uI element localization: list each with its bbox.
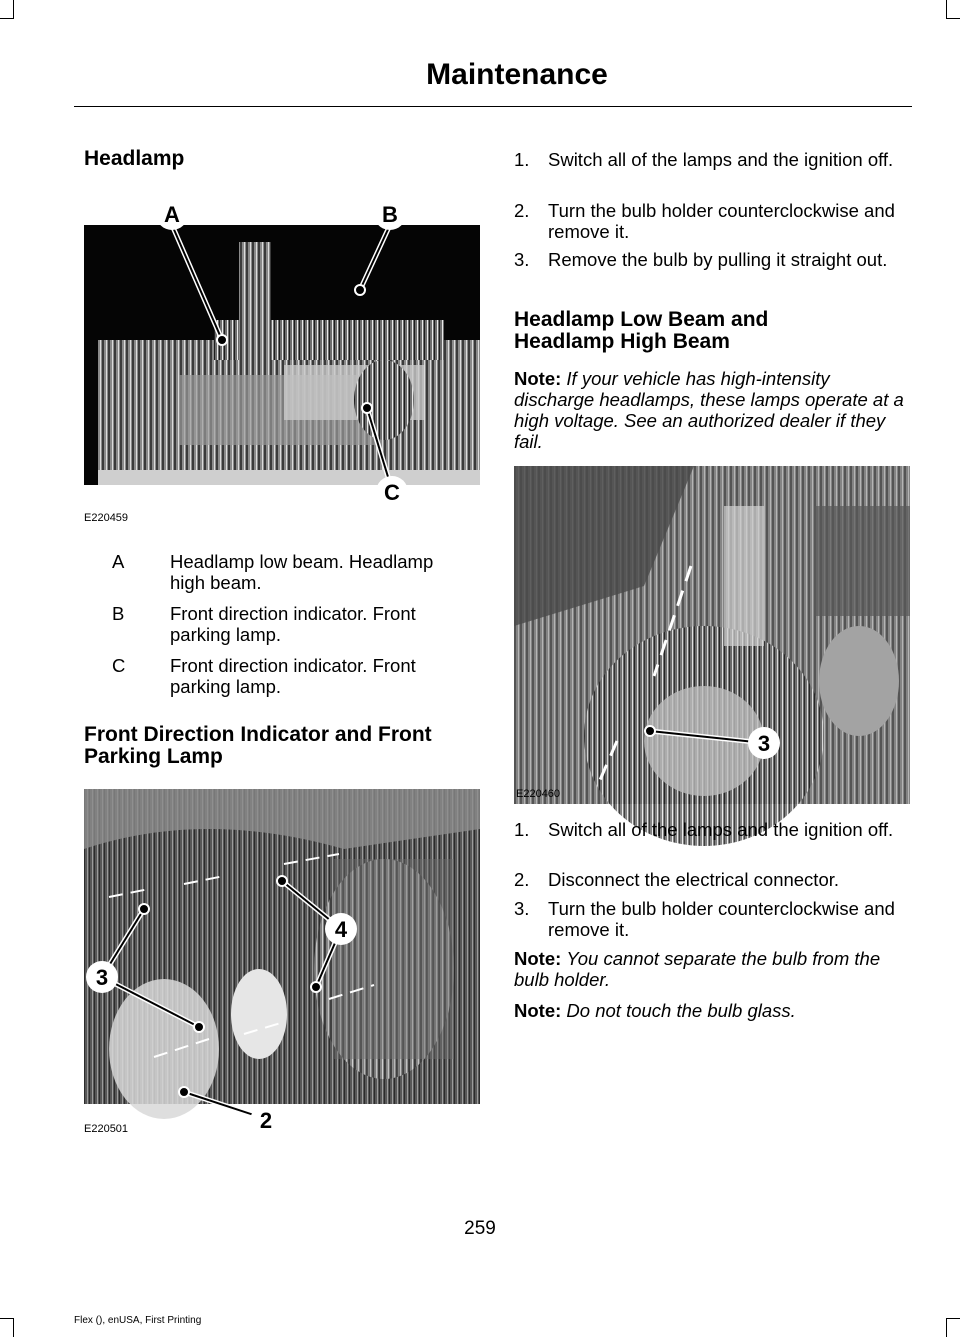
svg-text:C: C [384,480,400,505]
note-separate [514,948,910,990]
step-number: 3. [514,249,530,270]
page-header [0,58,960,92]
headlamp-heading: Headlamp [84,147,185,170]
page-number: 259 [464,1218,496,1239]
legend-key: A [112,551,125,572]
note-text: You cannot separate the bulb from the bulb holder. [514,948,881,990]
step-number: 1. [514,149,530,170]
callout-2-label: 2 [259,1108,273,1133]
legend-key: C [112,655,126,676]
header-rule [74,106,912,107]
note-text: If your vehicle has high-intensity discharge headlamps, these lamps operate at a high voltage. See an authorized dealer if they fail. [514,368,904,452]
step-text: Switch all of the lamps and the ignition off. [548,149,894,170]
print-info: Flex (), enUSA, First Printing [74,1315,202,1326]
step-number: 2. [514,200,530,221]
beam-figure [514,466,910,804]
figure-code: E220501 [84,1123,129,1135]
note-label: Note: [514,1000,562,1021]
callout-3 [748,727,780,759]
legend-key: B [112,603,125,624]
crop-mark-top-right-h [946,18,960,19]
callout-3 [86,961,118,993]
figure-code: E220459 [84,512,129,524]
step-text: Turn the bulb holder counterclockwise and remove it. [548,898,895,940]
step-text: Remove the bulb by pulling it straight out. [548,249,888,270]
svg-text:4: 4 [334,917,348,942]
note-glass [514,1000,910,1021]
note-label: Note: [514,948,562,969]
callout-b [374,198,406,230]
legend-text: Front direction indicator. Front parking lamp. [170,655,416,697]
front-indicator-heading: Front Direction Indicator and Front Parking Lamp [84,723,432,768]
crop-mark-top-right-v [946,0,947,18]
step-text: Switch all of the lamps and the ignition off. [548,819,894,840]
note-hid [514,368,910,452]
step-text: Turn the bulb holder counterclockwise and remove it. [548,200,895,242]
figure-code: E220460 [516,788,561,800]
svg-text:A: A [164,202,180,227]
callout-a [156,198,188,230]
page-title: Maintenance [426,58,608,91]
front-indicator-figure [84,789,480,1139]
crop-mark-top-left-v [13,0,14,18]
step-number: 3. [514,898,530,919]
crop-mark-top-left-h [0,18,14,19]
step-number: 1. [514,819,530,840]
svg-text:3: 3 [95,965,109,990]
crop-mark-bottom-right-v [946,1318,947,1337]
note-label: Note: [514,368,562,389]
step-text: Disconnect the electrical connector. [548,869,840,890]
crop-mark-bottom-right-h [946,1318,960,1319]
crop-mark-bottom-left-v [13,1318,14,1337]
svg-text:B: B [382,202,398,227]
headlamp-figure [84,200,480,526]
legend-text: Front direction indicator. Front parking lamp. [170,603,416,645]
note-text: Do not touch the bulb glass. [566,1000,796,1021]
legend-text: Headlamp low beam. Headlamp high beam. [170,551,434,593]
callout-2 [250,1105,282,1137]
callout-4 [325,913,357,945]
crop-mark-bottom-left-h [0,1318,14,1319]
callout-c [376,476,408,508]
svg-text:3: 3 [757,731,771,756]
step-number: 2. [514,869,530,890]
beam-heading: Headlamp Low Beam and Headlamp High Beam [514,308,769,353]
